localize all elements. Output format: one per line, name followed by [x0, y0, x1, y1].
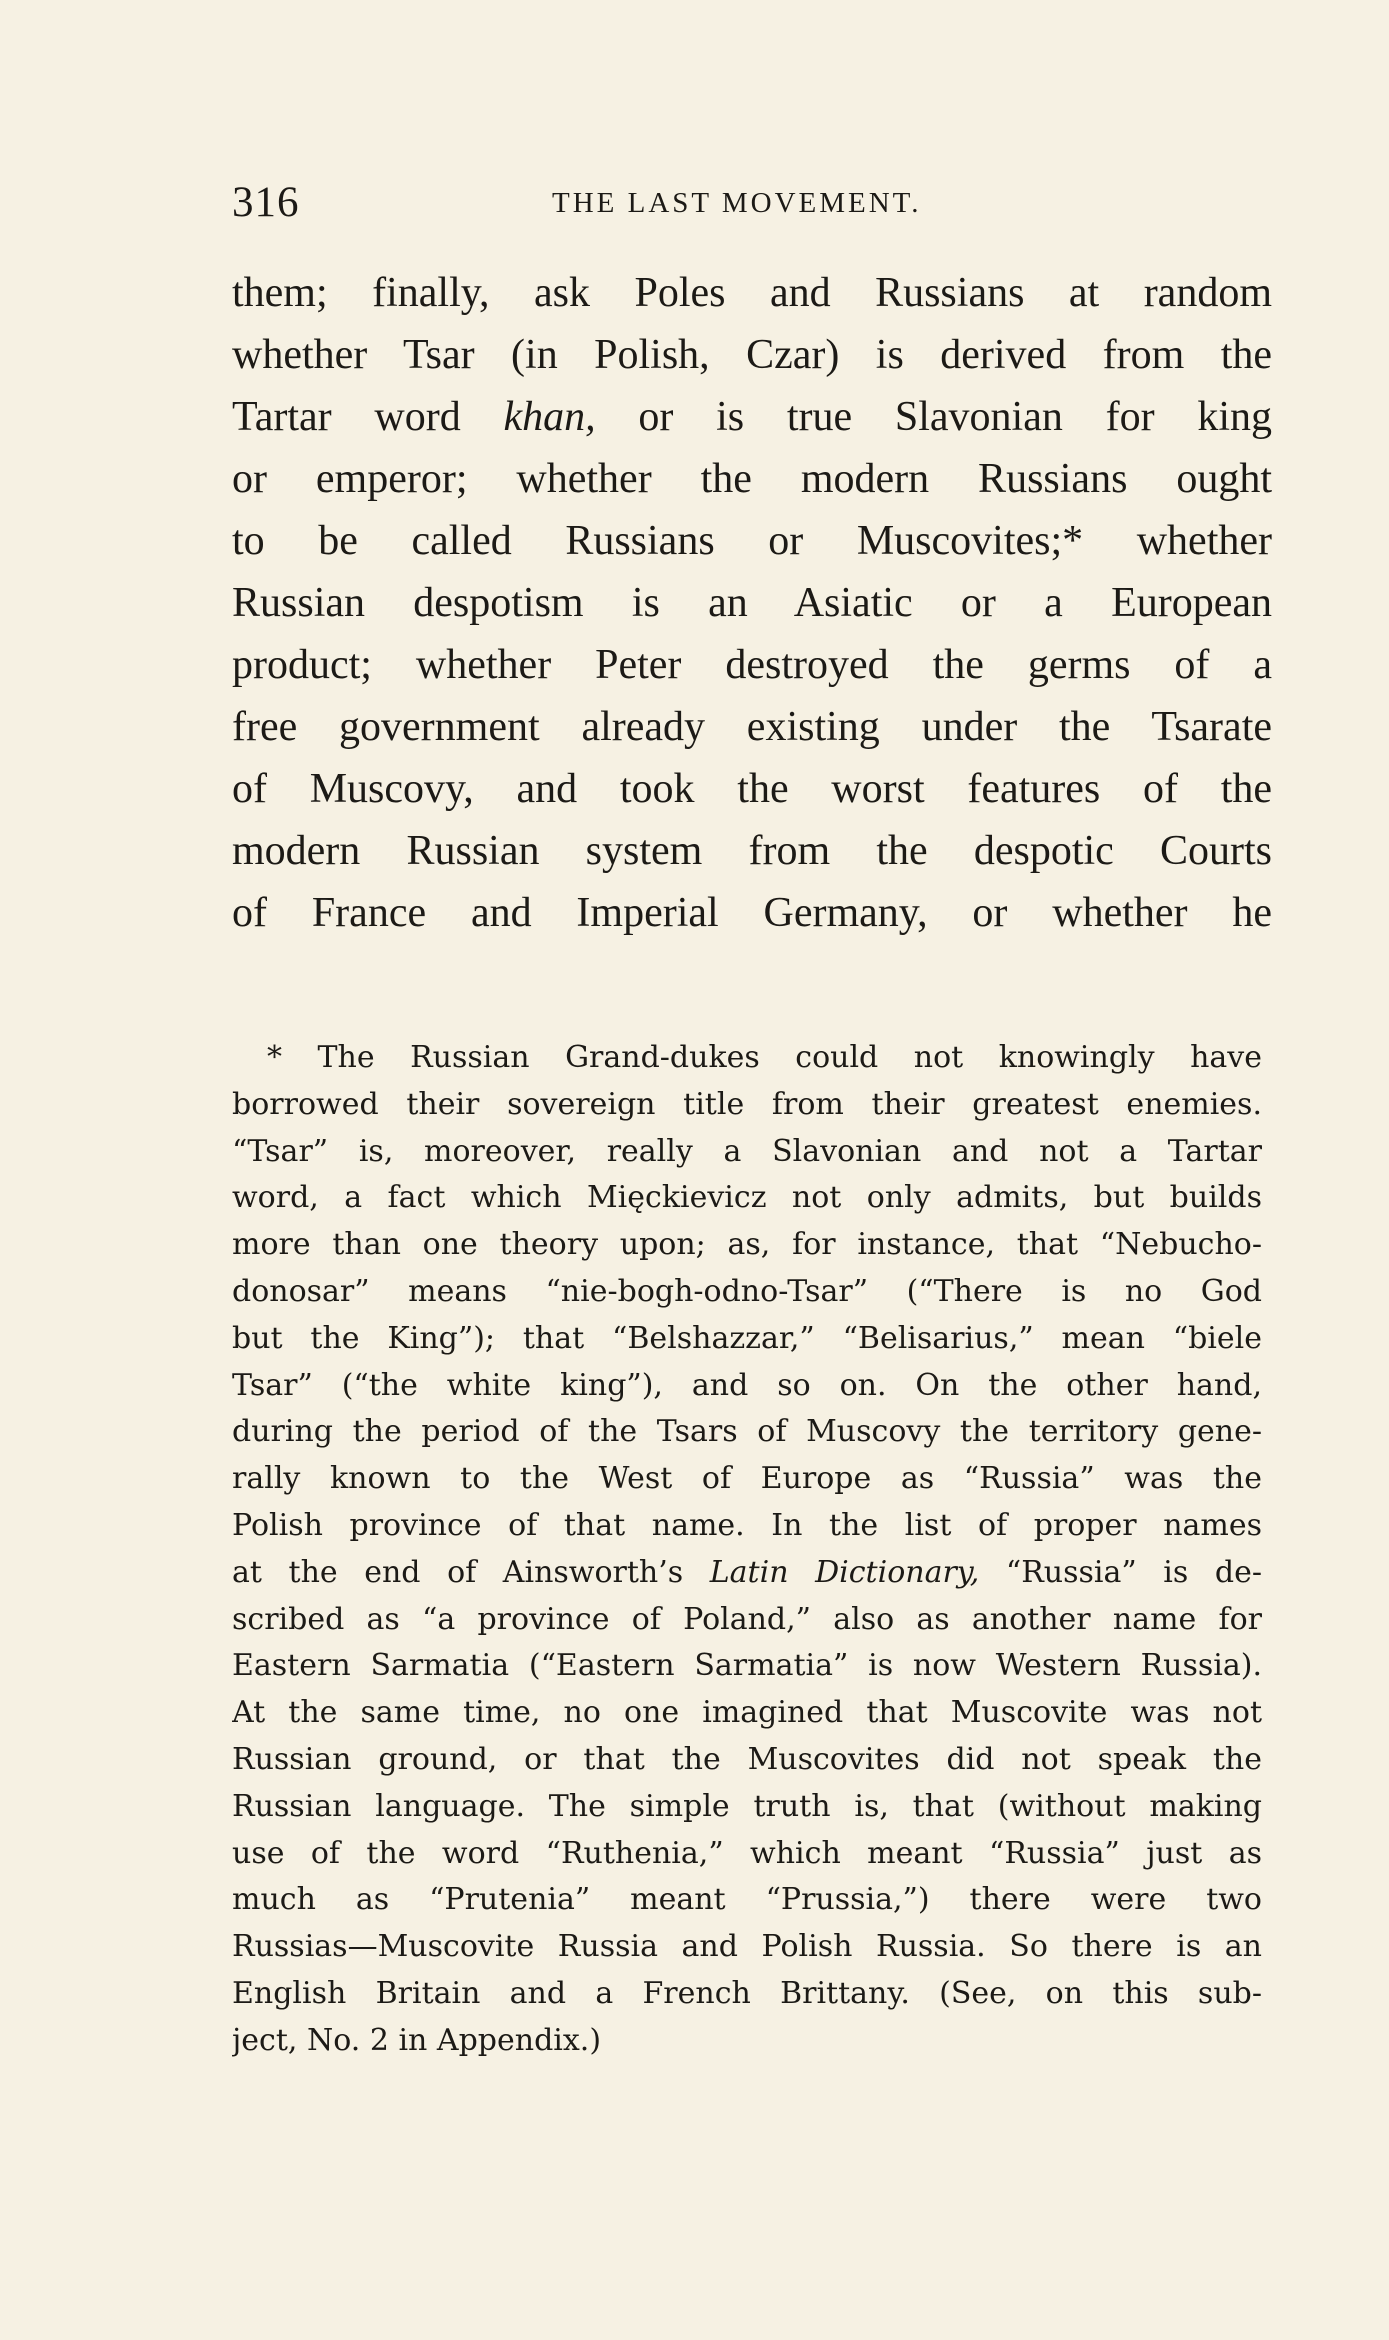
footnote-line: much as “Prutenia” meant “Prussia,”) there were two	[232, 1882, 1262, 1918]
footnote-line: scribed as “a province of Poland,” also as another name for	[232, 1601, 1262, 1637]
footnote-line: use of the word “Ruthenia,” which meant “Russia” just as	[232, 1835, 1262, 1871]
text-line: them; finally, ask Poles and Russians at random	[232, 270, 1272, 316]
footnote-line: “Tsar” is, moreover, really a Slavonian and not a Tartar	[232, 1133, 1262, 1169]
footnote-line: but the King”); that “Belshazzar,” “Belisarius,” mean “biele	[232, 1320, 1262, 1356]
footnote-line: Tsar” (“the white king”), and so on. On the other hand,	[232, 1367, 1262, 1403]
text-line: whether Tsar (in Polish, Czar) is derived from the	[232, 332, 1272, 378]
text-line: or emperor; whether the modern Russians ought	[232, 456, 1272, 502]
text-line: of France and Imperial Germany, or whether he	[232, 890, 1272, 936]
page-header	[232, 178, 1262, 228]
footnote-line: during the period of the Tsars of Muscovy the territory gene-	[232, 1414, 1262, 1450]
text-line: product; whether Peter destroyed the germs of a	[232, 642, 1272, 688]
text-line: of Muscovy, and took the worst features of the	[232, 766, 1272, 812]
page-number: 316	[232, 179, 300, 226]
main-text	[232, 262, 1272, 944]
footnote	[232, 1035, 1262, 2065]
footnote-line: donosar” means “nie-bogh-odno-Tsar” (“There is no God	[232, 1273, 1262, 1309]
footnote-line: word, a fact which Mięckievicz not only admits, but builds	[232, 1180, 1262, 1216]
footnote-line: rally known to the West of Europe as “Russia” was the	[232, 1461, 1262, 1497]
footnote-line: English Britain and a French Brittany. (See, on this sub-	[232, 1975, 1262, 2011]
text-line: Tartar word khan, or is true Slavonian for king	[232, 394, 1272, 440]
footnote-line: * The Russian Grand-dukes could not knowingly have	[267, 1040, 1262, 1075]
text-line: free government already existing under the Tsarate	[232, 704, 1272, 750]
footnote-line: At the same time, no one imagined that Muscovite was not	[232, 1695, 1262, 1731]
italic-text: khan,	[503, 394, 596, 440]
text-line: modern Russian system from the despotic Courts	[232, 828, 1272, 874]
footnote-line: borrowed their sovereign title from their greatest enemies.	[232, 1086, 1262, 1122]
footnote-line: Polish province of that name. In the list of proper names	[232, 1507, 1262, 1543]
text-line: Russian despotism is an Asiatic or a European	[232, 580, 1272, 626]
running-head: THE LAST MOVEMENT.	[552, 187, 922, 219]
italic-text: Latin Dictionary,	[709, 1554, 980, 1590]
footnote-line: Eastern Sarmatia (“Eastern Sarmatia” is now Western Russia).	[232, 1648, 1262, 1684]
footnote-line: Russian language. The simple truth is, that (without making	[232, 1788, 1262, 1824]
footnote-line: Russian ground, or that the Muscovites did not speak the	[232, 1741, 1262, 1777]
footnote-line: Russias—Muscovite Russia and Polish Russia. So there is an	[232, 1929, 1262, 1965]
footnote-line: at the end of Ainsworth’s Latin Dictionary, “Russia” is de-	[232, 1554, 1262, 1590]
footnote-line: ject, No. 2 in Appendix.)	[232, 2022, 602, 2058]
text-line: to be called Russians or Muscovites;* whether	[232, 518, 1272, 564]
footnote-line: more than one theory upon; as, for instance, that “Nebucho-	[232, 1227, 1262, 1263]
